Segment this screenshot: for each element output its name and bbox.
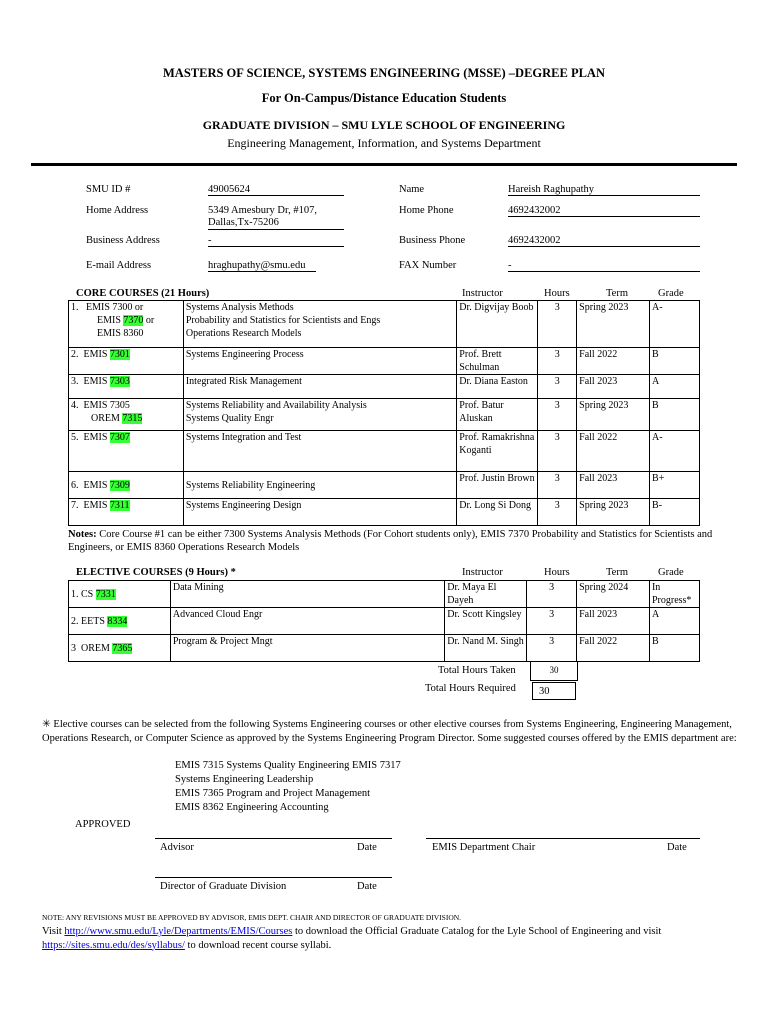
term: Fall 2023 xyxy=(577,375,650,399)
name-field[interactable]: Hareish Raghupathy xyxy=(508,184,700,196)
instructor: Dr. Digvijay Boob xyxy=(457,301,538,348)
hours: 3 xyxy=(538,399,577,431)
hours: 3 xyxy=(538,375,577,399)
list-item: EMIS 7365 Program and Project Management xyxy=(175,788,371,799)
elective-col-instructor: Instructor xyxy=(462,567,503,578)
course-code: 4. EMIS 7305 OREM 7315 xyxy=(69,399,184,431)
course-title: Data Mining xyxy=(170,581,444,608)
list-item: EMIS 7315 Systems Quality Engineering EMIS 7317 xyxy=(175,760,401,771)
course-title: Systems Integration and Test xyxy=(183,431,456,472)
term: Fall 2023 xyxy=(577,472,650,499)
syllabus-link[interactable]: https://sites.smu.edu/des/syllabus/ xyxy=(42,939,185,951)
hours: 3 xyxy=(527,608,577,635)
division-heading: GRADUATE DIVISION – SMU LYLE SCHOOL OF ENGINEERING xyxy=(202,118,566,132)
hours: 3 xyxy=(538,431,577,472)
total-hours-taken-label: Total Hours Taken xyxy=(438,665,516,676)
term: Spring 2024 xyxy=(577,581,650,608)
name-label: Name xyxy=(399,184,425,195)
core-notes: Notes: Core Course #1 can be either 7300 Systems Analysis Methods (For Cohort students only), EMIS 7370 Probability and Statistics for Scientists and Engineers, or EMIS 8360 Operations Research Models xyxy=(68,529,713,553)
home-phone-label: Home Phone xyxy=(399,205,454,216)
term: Fall 2022 xyxy=(577,635,650,662)
course-title: Program & Project Mngt xyxy=(170,635,444,662)
course-title: Systems Reliability Engineering xyxy=(183,472,456,499)
hours: 3 xyxy=(538,499,577,526)
total-hours-required-label: Total Hours Required xyxy=(425,683,516,694)
elective-col-grade: Grade xyxy=(658,567,684,578)
table-row xyxy=(69,499,700,526)
table-row xyxy=(69,472,700,499)
course-code: 3 OREM 7365 xyxy=(69,635,171,662)
table-row xyxy=(69,348,700,375)
director-label: Director of Graduate Division xyxy=(160,881,287,892)
core-courses-table xyxy=(68,300,700,526)
course-code: 2. EETS 8334 xyxy=(69,608,171,635)
table-row xyxy=(69,431,700,472)
instructor: Prof. Batur Aluskan xyxy=(457,399,538,431)
list-item: Systems Engineering Leadership xyxy=(175,774,314,785)
fax-label: FAX Number xyxy=(399,260,457,271)
elective-col-hours: Hours xyxy=(544,567,570,578)
hours: 3 xyxy=(527,635,577,662)
total-hours-required-box: 30 xyxy=(532,682,576,700)
advisor-signature-line[interactable] xyxy=(155,838,392,839)
hours: 3 xyxy=(527,581,577,608)
term: Fall 2022 xyxy=(577,348,650,375)
home-phone-field[interactable]: 4692432002 xyxy=(508,205,700,217)
home-address-line-2: Dallas,Tx-75206 xyxy=(208,217,344,230)
instructor: Prof. Ramakrishna Koganti xyxy=(457,431,538,472)
catalog-link[interactable]: http://www.smu.edu/Lyle/Departments/EMIS/Courses xyxy=(64,926,293,937)
core-courses-title: CORE COURSES (21 Hours) xyxy=(76,288,210,299)
chair-signature-line[interactable] xyxy=(426,838,700,839)
table-row xyxy=(69,301,700,348)
business-phone-label: Business Phone xyxy=(399,235,466,246)
course-title: Systems Engineering Process xyxy=(183,348,456,375)
grade: A- xyxy=(650,301,700,348)
hours: 3 xyxy=(538,348,577,375)
course-code: 7. EMIS 7311 xyxy=(69,499,184,526)
instructor: Dr. Scott Kingsley xyxy=(445,608,527,635)
hours: 3 xyxy=(538,301,577,348)
smu-id-field[interactable]: 49005624 xyxy=(208,184,344,196)
grade: In Progress* xyxy=(649,581,699,608)
course-title: Advanced Cloud Engr xyxy=(170,608,444,635)
advisor-label: Advisor xyxy=(160,842,194,853)
term: Spring 2023 xyxy=(577,499,650,526)
suggested-courses-list xyxy=(175,759,401,815)
instructor: Dr. Maya El Dayeh xyxy=(445,581,527,608)
business-address-label: Business Address xyxy=(86,235,160,246)
table-row xyxy=(69,375,700,399)
grade: B xyxy=(649,635,699,662)
grade: B+ xyxy=(650,472,700,499)
elective-note: ✳ Elective courses can be selected from the following Systems Engineering courses or other elective courses from Systems Engineering, Engineering Management, Operations Research, or Computer Science as approved by the Systems Engineering Program Director. Some suggested courses offered by the EMIS department are: xyxy=(42,719,737,744)
list-item: EMIS 8362 Engineering Accounting xyxy=(175,802,329,813)
core-col-instructor: Instructor xyxy=(462,288,503,299)
home-address-field[interactable] xyxy=(208,205,344,230)
header-divider xyxy=(31,163,737,166)
fax-field[interactable]: - xyxy=(508,260,700,272)
grade: A- xyxy=(650,431,700,472)
core-col-hours: Hours xyxy=(544,288,570,299)
smu-id-label: SMU ID # xyxy=(86,184,131,195)
table-row xyxy=(69,608,700,635)
term: Fall 2022 xyxy=(577,431,650,472)
instructor: Dr. Diana Easton xyxy=(457,375,538,399)
course-code: 2. EMIS 7301 xyxy=(69,348,184,375)
course-title: Systems Engineering Design xyxy=(183,499,456,526)
elective-col-term: Term xyxy=(606,567,629,578)
course-code: 1. CS 7331 xyxy=(69,581,171,608)
term: Spring 2023 xyxy=(577,399,650,431)
business-address-field[interactable]: - xyxy=(208,235,344,247)
document-title: MASTERS OF SCIENCE, SYSTEMS ENGINEERING (MSSE) –DEGREE PLAN xyxy=(163,66,605,80)
total-hours-taken-box: 30 xyxy=(530,661,578,681)
instructor: Prof. Justin Brown xyxy=(457,472,538,499)
term: Fall 2023 xyxy=(577,608,650,635)
department-heading: Engineering Management, Information, and Systems Department xyxy=(227,136,541,150)
course-code: 6. EMIS 7309 xyxy=(69,472,184,499)
home-address-label: Home Address xyxy=(86,205,149,216)
chair-label: EMIS Department Chair xyxy=(432,842,536,853)
course-title: Systems Reliability and Availability Analysis Systems Quality Engr xyxy=(183,399,456,431)
director-signature-line[interactable] xyxy=(155,877,392,878)
footer-links: Visit http://www.smu.edu/Lyle/Departments/EMIS/Courses to download the Official Graduate Catalog for the Lyle School of Engineering and visit https://sites.smu.edu/des/syllabus/ to download recent course syllabi. xyxy=(42,926,662,951)
grade: B xyxy=(650,348,700,375)
table-row xyxy=(69,581,700,608)
director-date-label: Date xyxy=(357,881,377,892)
course-code: 5. EMIS 7307 xyxy=(69,431,184,472)
instructor: Prof. Brett Schulman xyxy=(457,348,538,375)
elective-courses-table xyxy=(68,580,700,662)
course-code: 3. EMIS 7303 xyxy=(69,375,184,399)
table-row xyxy=(69,635,700,662)
hours: 3 xyxy=(538,472,577,499)
course-title: Systems Analysis Methods Probability and Statistics for Scientists and Engs Operations Research Models xyxy=(183,301,456,348)
grade: B- xyxy=(650,499,700,526)
instructor: Dr. Nand M. Singh xyxy=(445,635,527,662)
grade: A xyxy=(650,375,700,399)
email-label: E-mail Address xyxy=(86,260,152,271)
course-code: 1. EMIS 7300 or EMIS 7370 or EMIS 8360 xyxy=(69,301,184,348)
term: Spring 2023 xyxy=(577,301,650,348)
advisor-date-label: Date xyxy=(357,842,377,853)
table-row xyxy=(69,399,700,431)
document-subtitle: For On-Campus/Distance Education Students xyxy=(261,91,507,105)
chair-date-label: Date xyxy=(667,842,687,853)
grade: B xyxy=(650,399,700,431)
revision-note: NOTE: ANY REVISIONS MUST BE APPROVED BY ADVISOR, EMIS DEPT. CHAIR AND DIRECTOR OF GRADUATE DIVISION. xyxy=(42,913,462,922)
business-phone-field[interactable]: 4692432002 xyxy=(508,235,700,247)
elective-courses-title: ELECTIVE COURSES (9 Hours) * xyxy=(76,567,236,578)
core-col-grade: Grade xyxy=(658,288,684,299)
instructor: Dr. Long Si Dong xyxy=(457,499,538,526)
approved-label: APPROVED xyxy=(75,819,131,830)
home-address-line-1: 5349 Amesbury Dr, #107, xyxy=(208,205,317,216)
course-title: Integrated Risk Management xyxy=(183,375,456,399)
grade: A xyxy=(649,608,699,635)
email-field[interactable]: hraghupathy@smu.edu xyxy=(208,260,316,272)
core-col-term: Term xyxy=(606,288,629,299)
